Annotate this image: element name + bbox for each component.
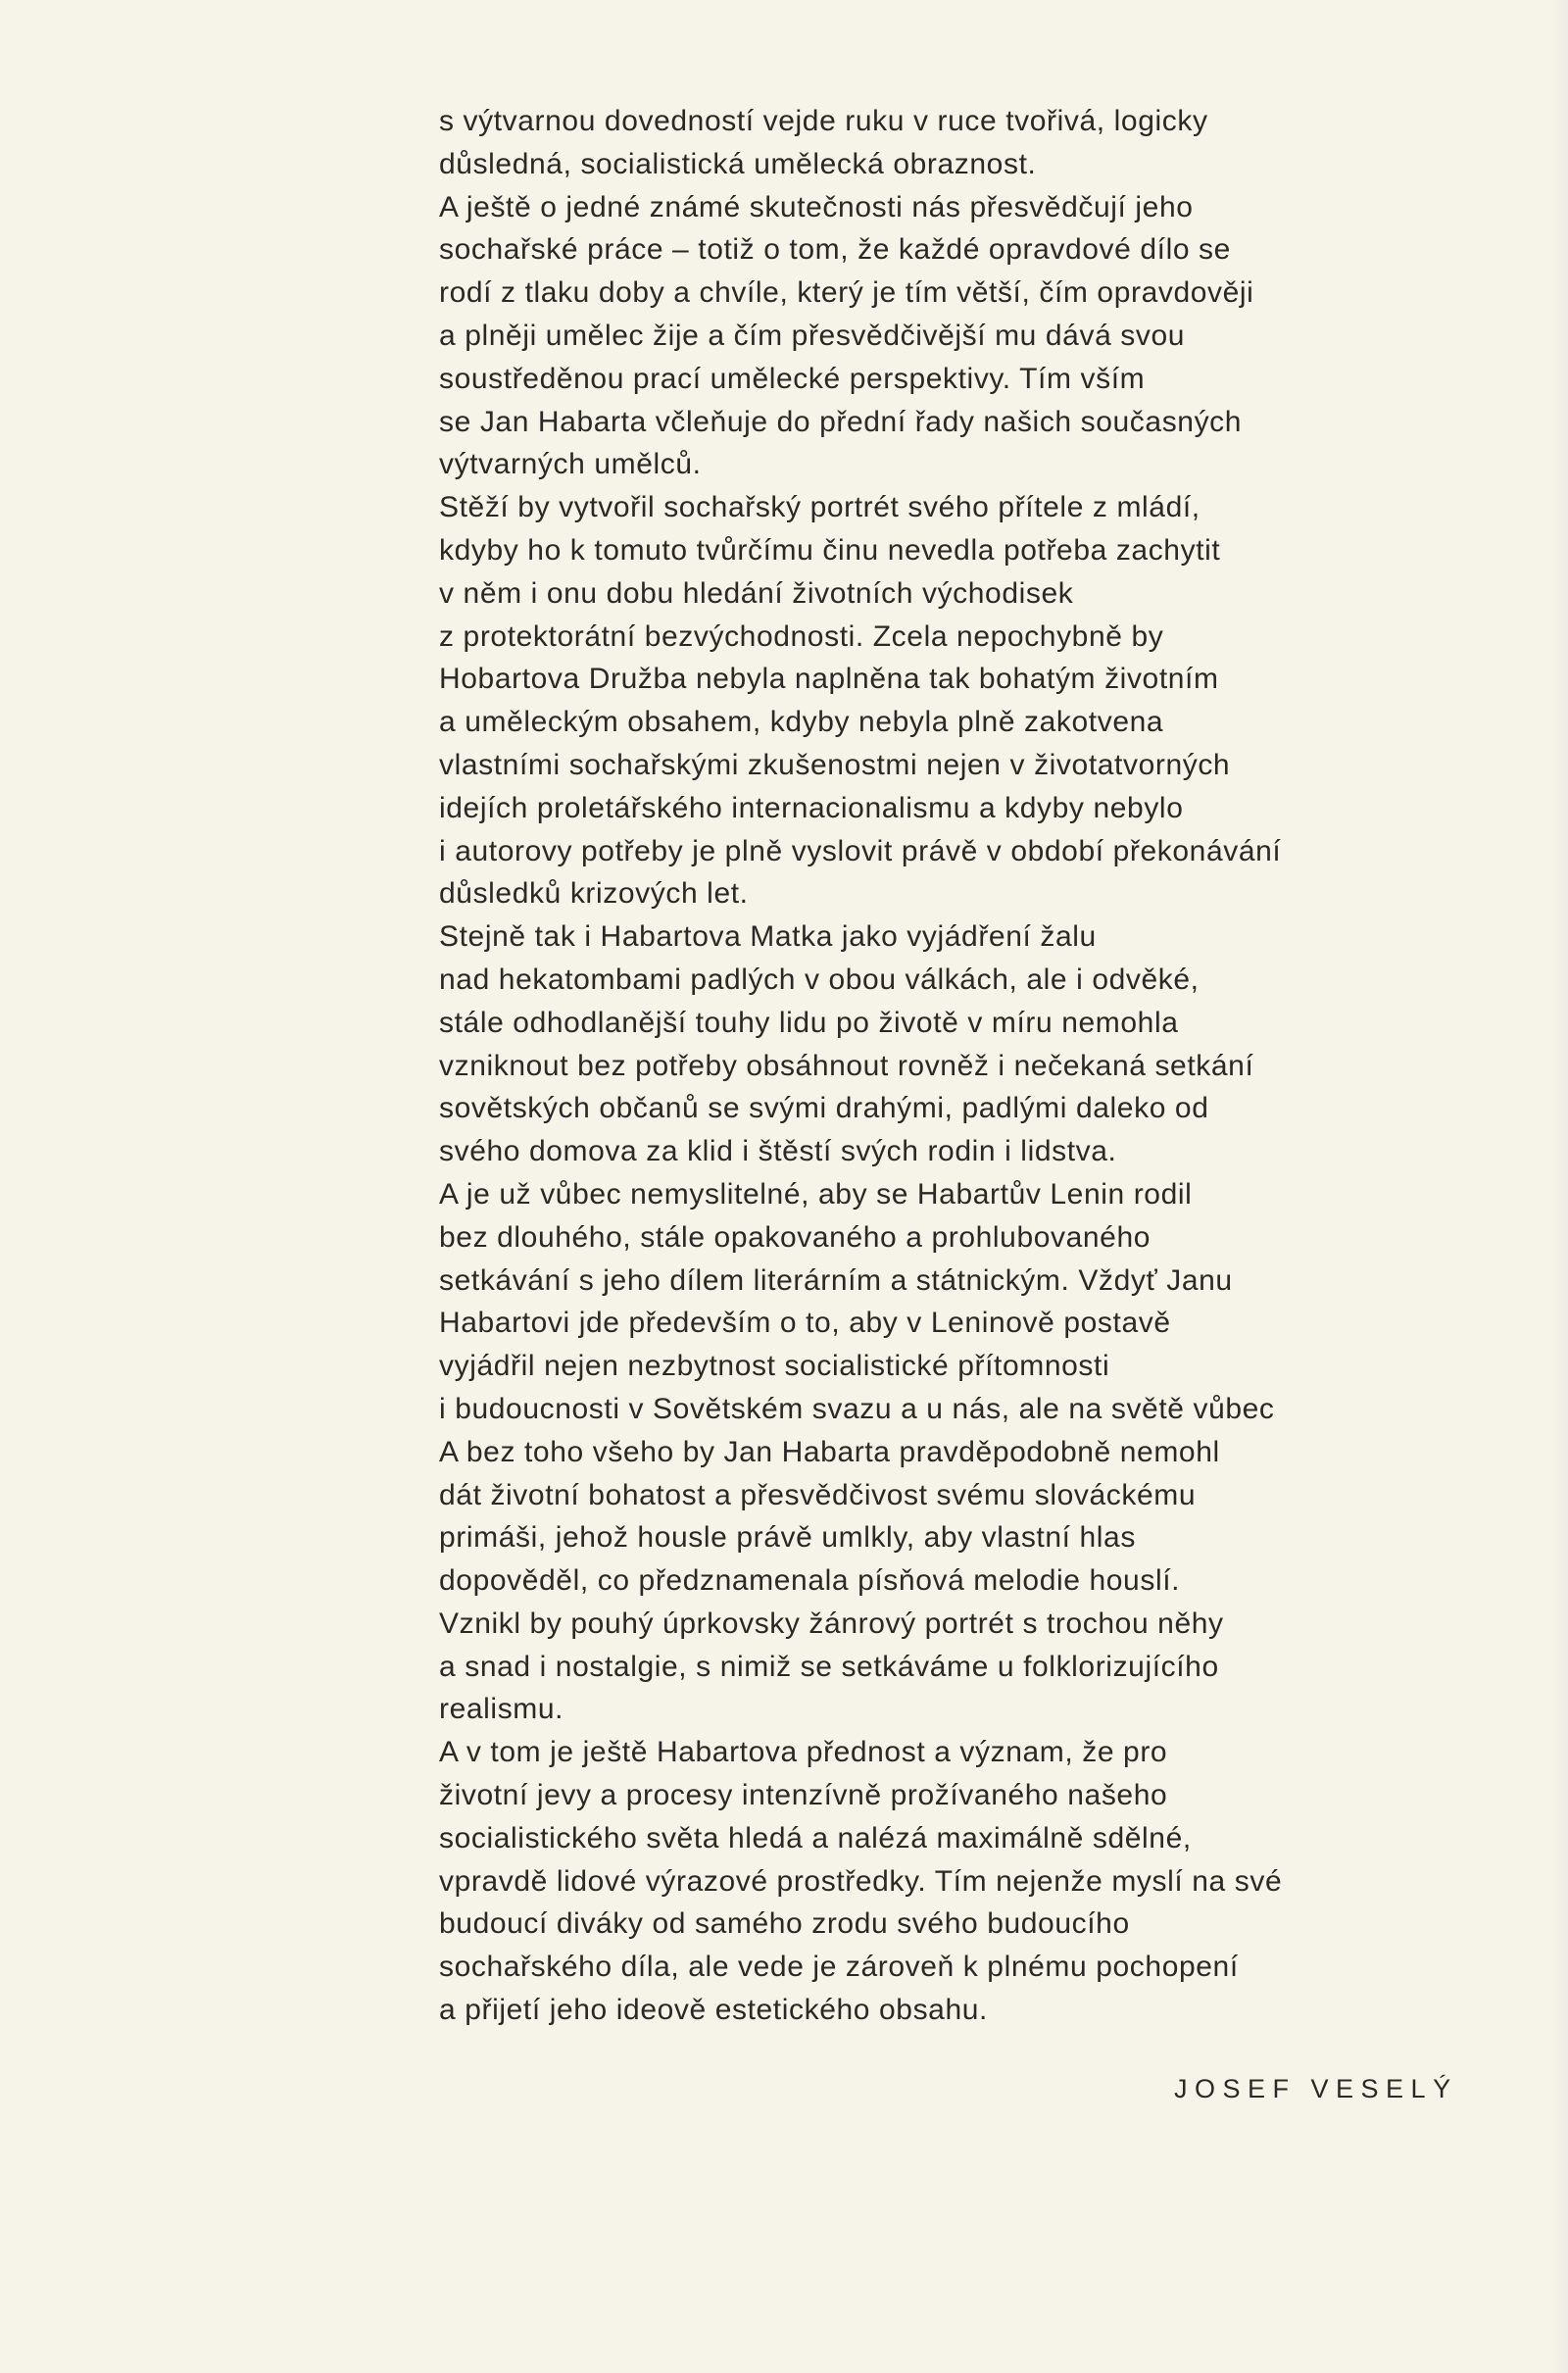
text-line: důsledků krizových let. bbox=[439, 877, 749, 911]
text-line: A v tom je ještě Habartova přednost a význam, že pro bbox=[439, 1736, 1168, 1769]
text-line: A ještě o jedné známé skutečnosti nás přesvědčují jeho bbox=[439, 190, 1194, 223]
text-line: i budoucnosti v Sovětském svazu a u nás, ale na světě vůbec bbox=[439, 1392, 1275, 1425]
text-line: rodí z tlaku doby a chvíle, který je tím větší, čím opravdověji bbox=[439, 276, 1254, 310]
text-line: výtvarných umělců. bbox=[439, 448, 702, 481]
text-line: A bez toho všeho by Jan Habarta pravděpodobně nemohl bbox=[439, 1435, 1220, 1468]
text-line: svého domova za klid i štěstí svých rodin i lidstva. bbox=[439, 1135, 1117, 1168]
text-line: životní jevy a procesy intenzívně prožívaného našeho bbox=[439, 1779, 1168, 1812]
text-line: setkávání s jeho dílem literárním a státnickým. Vždyť Janu bbox=[439, 1263, 1233, 1297]
text-line: v něm i onu dobu hledání životních východisek bbox=[439, 576, 1074, 610]
text-line: Vznikl by pouhý úprkovsky žánrový portrét s trochou něhy bbox=[439, 1607, 1224, 1640]
text-line: a přijetí jeho ideově estetického obsahu. bbox=[439, 1994, 988, 2027]
text-line: realismu. bbox=[439, 1693, 564, 1726]
text-line: vyjádřil nejen nezbytnost socialistické přítomnosti bbox=[439, 1350, 1110, 1383]
text-line: se Jan Habarta včleňuje do přední řady našich současných bbox=[439, 405, 1243, 438]
text-line: Stejně tak i Habartova Matka jako vyjádření žalu bbox=[439, 920, 1097, 954]
text-line: dát životní bohatost a přesvědčivost svému slováckému bbox=[439, 1478, 1197, 1511]
text-line: Stěží by vytvořil sochařský portrét svého přítele z mládí, bbox=[439, 491, 1200, 524]
text-line: bez dlouhého, stále opakovaného a prohlubovaného bbox=[439, 1220, 1152, 1254]
text-line: sochařské práce – totiž o tom, že každé opravdové dílo se bbox=[439, 233, 1231, 267]
text-line: sovětských občanů se svými drahými, padlými daleko od bbox=[439, 1092, 1209, 1125]
text-line: kdyby ho k tomuto tvůrčímu činu nevedla potřeba zachytit bbox=[439, 533, 1221, 567]
text-line: sochařského díla, ale vede je zároveň k plnému pochopení bbox=[439, 1951, 1239, 1984]
author-signature: JOSEF VESELÝ bbox=[1174, 2074, 1458, 2103]
text-line: stále odhodlanější touhy lidu po životě v míru nemohla bbox=[439, 1006, 1179, 1039]
text-line: primáši, jehož housle právě umlkly, aby vlastní hlas bbox=[439, 1521, 1136, 1555]
article-body bbox=[439, 100, 1497, 2032]
text-line: idejích proletářského internacionalismu a kdyby nebylo bbox=[439, 791, 1184, 824]
text-line: Hobartova Družba nebyla naplněna tak bohatým životním bbox=[439, 663, 1219, 696]
text-line: nad hekatombami padlých v obou válkách, ale i odvěké, bbox=[439, 963, 1200, 996]
text-line: a uměleckým obsahem, kdyby nebyla plně zakotvena bbox=[439, 706, 1164, 739]
text-line: s výtvarnou dovedností vejde ruku v ruce tvořivá, logicky bbox=[439, 105, 1208, 137]
text-line: důsledná, socialistická umělecká obraznost. bbox=[439, 147, 1037, 180]
text-line: soustředěnou prací umělecké perspektivy. Tím vším bbox=[439, 362, 1146, 395]
text-line: socialistického světa hledá a nalézá maximálně sdělné, bbox=[439, 1821, 1192, 1854]
text-line: a snad i nostalgie, s nimiž se setkáváme u folklorizujícího bbox=[439, 1650, 1219, 1683]
text-line: i autorovy potřeby je plně vyslovit právě v období překonávání bbox=[439, 834, 1282, 867]
page-edge-shadow bbox=[1554, 0, 1568, 2373]
text-line: budoucí diváky od samého zrodu svého budoucího bbox=[439, 1907, 1130, 1941]
text-line: vlastními sochařskými zkušenostmi nejen v životatvorných bbox=[439, 748, 1231, 781]
text-line: vpravdě lidové výrazové prostředky. Tím nejenže myslí na své bbox=[439, 1864, 1283, 1898]
text-line: vzniknout bez potřeby obsáhnout rovněž i nečekaná setkání bbox=[439, 1049, 1254, 1082]
text-line: z protektorátní bezvýchodnosti. Zcela nepochybně by bbox=[439, 619, 1164, 653]
text-line: A je už vůbec nemyslitelné, aby se Habartův Lenin rodil bbox=[439, 1177, 1193, 1211]
text-line: a plněji umělec žije a čím přesvědčivější mu dává svou bbox=[439, 319, 1186, 352]
text-line: Habartovi jde především o to, aby v Leninově postavě bbox=[439, 1307, 1171, 1340]
text-line: dopověděl, co předznamenala písňová melodie houslí. bbox=[439, 1564, 1181, 1598]
